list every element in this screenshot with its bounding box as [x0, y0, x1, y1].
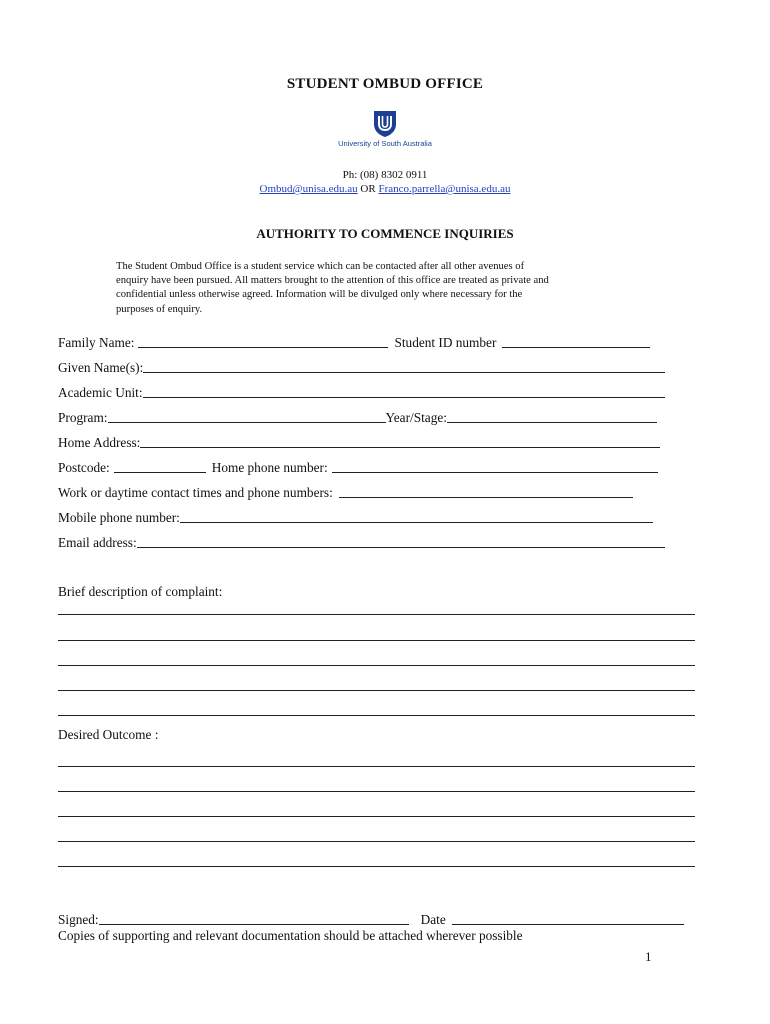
date-field[interactable] [452, 910, 684, 925]
family-name-row [58, 331, 650, 351]
home-address-label: Home Address: [58, 435, 141, 450]
form-subtitle: AUTHORITY TO COMMENCE INQUIRIES [256, 226, 514, 241]
ombud-email-link[interactable]: Ombud@unisa.edu.au [259, 183, 358, 195]
complaint-line[interactable] [58, 614, 695, 615]
intro-line: The Student Ombud Office is a student service which can be contacted after all other avenues of [116, 261, 525, 272]
outcome-line[interactable] [58, 766, 695, 767]
intro-line: confidential unless otherwise agreed. Information will be divulged only where necessary for the [116, 289, 523, 301]
complaint-line[interactable] [58, 665, 695, 666]
postcode-field[interactable] [114, 458, 206, 473]
work-contact-label: Work or daytime contact times and phone numbers: [58, 485, 333, 500]
academic-unit-field[interactable] [143, 383, 665, 398]
or-text: OR [357, 183, 379, 195]
email-line [0, 182, 770, 196]
intro-line: purposes of enquiry. [116, 303, 203, 315]
academic-unit-row [58, 381, 665, 401]
student-id-label: Student ID number [394, 335, 497, 350]
year-stage-label: Year/Stage: [385, 410, 447, 425]
contact-block [0, 168, 770, 196]
given-names-row [58, 356, 665, 376]
signature-field[interactable] [99, 910, 409, 925]
outcome-line[interactable] [58, 866, 695, 867]
given-names-field[interactable] [143, 358, 665, 373]
family-name-field[interactable] [138, 333, 388, 348]
program-row [58, 406, 657, 426]
unisa-shield-icon [372, 110, 398, 138]
phone-number: Ph: (08) 8302 0911 [342, 169, 428, 181]
complaint-label: Brief description of complaint: [58, 584, 223, 599]
complaint-line[interactable] [58, 715, 695, 716]
university-logo [0, 110, 770, 148]
signature-row [58, 908, 684, 928]
home-address-row [58, 431, 660, 451]
postcode-label: Postcode: [58, 460, 110, 475]
home-phone-field[interactable] [332, 458, 658, 473]
home-phone-label: Home phone number: [211, 460, 328, 475]
program-label: Program: [58, 410, 108, 425]
work-contact-row [58, 481, 633, 501]
outcome-line[interactable] [58, 791, 695, 792]
mobile-row [58, 506, 653, 526]
postcode-row [58, 456, 658, 476]
year-stage-field[interactable] [447, 408, 657, 423]
given-names-label: Given Name(s): [58, 360, 144, 375]
outcome-line[interactable] [58, 841, 695, 842]
program-field[interactable] [108, 408, 386, 423]
family-name-label: Family Name: [58, 335, 135, 350]
franco-email-link[interactable]: Franco.parrella@unisa.edu.au [378, 183, 511, 195]
mobile-label: Mobile phone number: [58, 510, 180, 525]
academic-unit-label: Academic Unit: [58, 385, 143, 400]
outcome-line[interactable] [58, 816, 695, 817]
email-row [58, 531, 665, 551]
complaint-line[interactable] [58, 690, 695, 691]
work-contact-field[interactable] [339, 483, 633, 498]
outcome-label: Desired Outcome : [58, 727, 159, 742]
date-label: Date [420, 912, 446, 927]
documentation-note: Copies of supporting and relevant documentation should be attached wherever possible [58, 928, 523, 943]
student-id-field[interactable] [502, 333, 650, 348]
email-field[interactable] [137, 533, 665, 548]
intro-paragraph [116, 260, 656, 317]
page-number: 1 [645, 949, 652, 964]
home-address-field[interactable] [140, 433, 660, 448]
logo-text: University of South Australia [338, 139, 432, 148]
mobile-field[interactable] [180, 508, 653, 523]
signed-label: Signed: [58, 912, 99, 927]
document-title: STUDENT OMBUD OFFICE [286, 76, 484, 92]
email-label: Email address: [58, 535, 137, 550]
intro-line: enquiry have been pursued. All matters brought to the attention of this office are treated as private and [116, 275, 549, 287]
complaint-line[interactable] [58, 640, 695, 641]
